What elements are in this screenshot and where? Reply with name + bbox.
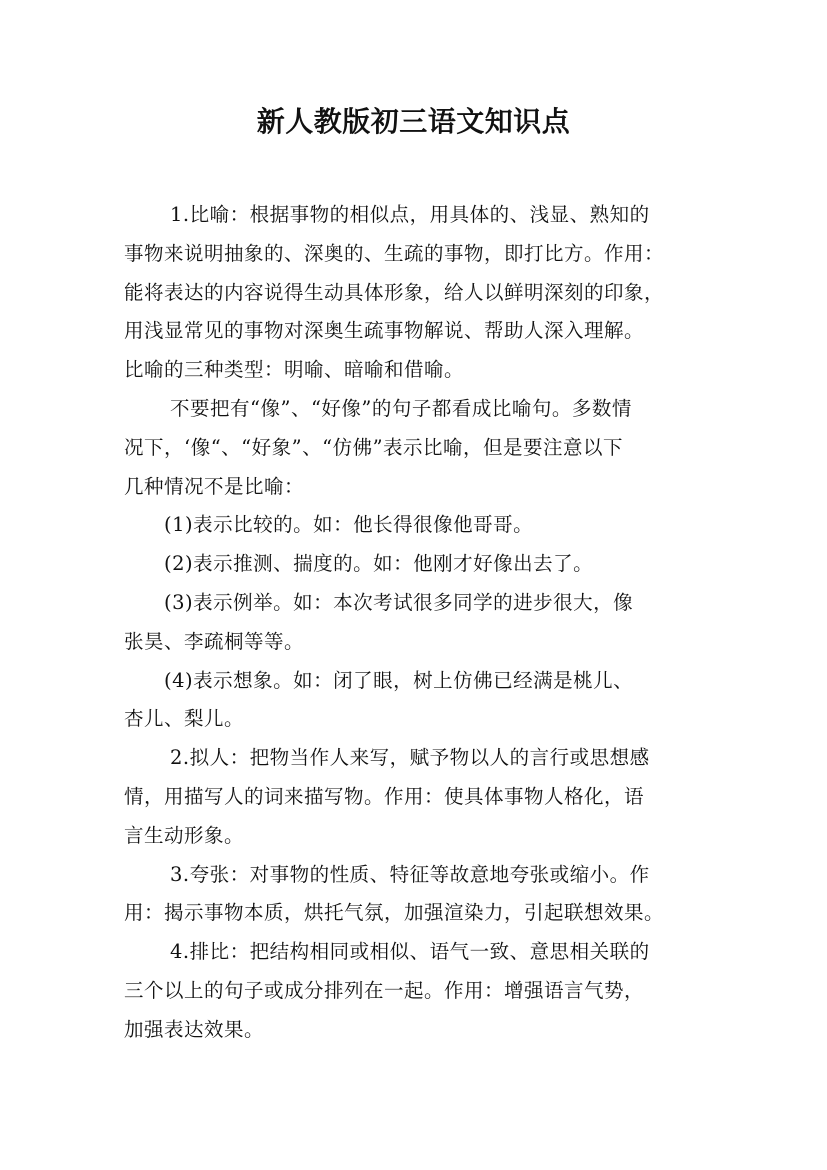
text-line: 杏儿、梨儿。 bbox=[124, 707, 245, 731]
text-line-simile-definition: 1.比喻：根据事物的相似点，用具体的、浅显、熟知的 bbox=[170, 203, 650, 226]
text-line-simile-note: 不要把有“像”、“好像”的句子都看成比喻句。多数情 bbox=[170, 396, 632, 420]
list-item-speculation: (2)表示推测、揣度的。如：他刚才好像出去了。 bbox=[164, 552, 594, 576]
document-body bbox=[124, 196, 704, 1050]
text-line-personification: 2.拟人：把物当作人来写，赋予物以人的言行或思想感 bbox=[170, 746, 650, 770]
text-line-hyperbole: 3.夸张：对事物的性质、特征等故意地夸张或缩小。作 bbox=[170, 862, 650, 886]
text-line-parallelism: 4.排比：把结构相同或相似、语气一致、意思相关联的 bbox=[170, 940, 650, 964]
text-line: 用浅显常见的事物对深奥生疏事物解说、帮助人深入理解。 bbox=[124, 319, 645, 343]
text-line: 三个以上的句子或成分排列在一起。作用：增强语言气势， bbox=[124, 978, 645, 1002]
text-line: 事物来说明抽象的、深奥的、生疏的事物，即打比方。作用： bbox=[124, 241, 665, 265]
text-line: 用：揭示事物本质，烘托气氛，加强渲染力，引起联想效果。 bbox=[124, 901, 665, 925]
list-item-imagination: (4)表示想象。如：闭了眼，树上仿佛已经满是桃儿、 bbox=[164, 668, 634, 692]
page-title: 新人教版初三语文知识点 bbox=[256, 105, 571, 138]
text-line: 加强表达效果。 bbox=[124, 1017, 265, 1041]
text-line: 张昊、李疏桐等等。 bbox=[124, 629, 305, 653]
list-item-example: (3)表示例举。如：本次考试很多同学的进步很大，像 bbox=[164, 590, 634, 614]
list-item-comparison: (1)表示比较的。如：他长得很像他哥哥。 bbox=[164, 513, 534, 537]
text-line: 能将表达的内容说得生动具体形象，给人以鲜明深刻的印象， bbox=[124, 280, 665, 304]
text-line: 几种情况不是比喻： bbox=[124, 474, 305, 498]
text-line: 况下，‘像“、“好象”、“仿佛”表示比喻，但是要注意以下 bbox=[124, 435, 624, 459]
text-line: 情，用描写人的词来描写物。作用：使具体事物人格化，语 bbox=[124, 784, 645, 808]
text-line: 言生动形象。 bbox=[124, 823, 245, 847]
text-line: 比喻的三种类型：明喻、暗喻和借喻。 bbox=[124, 358, 465, 382]
